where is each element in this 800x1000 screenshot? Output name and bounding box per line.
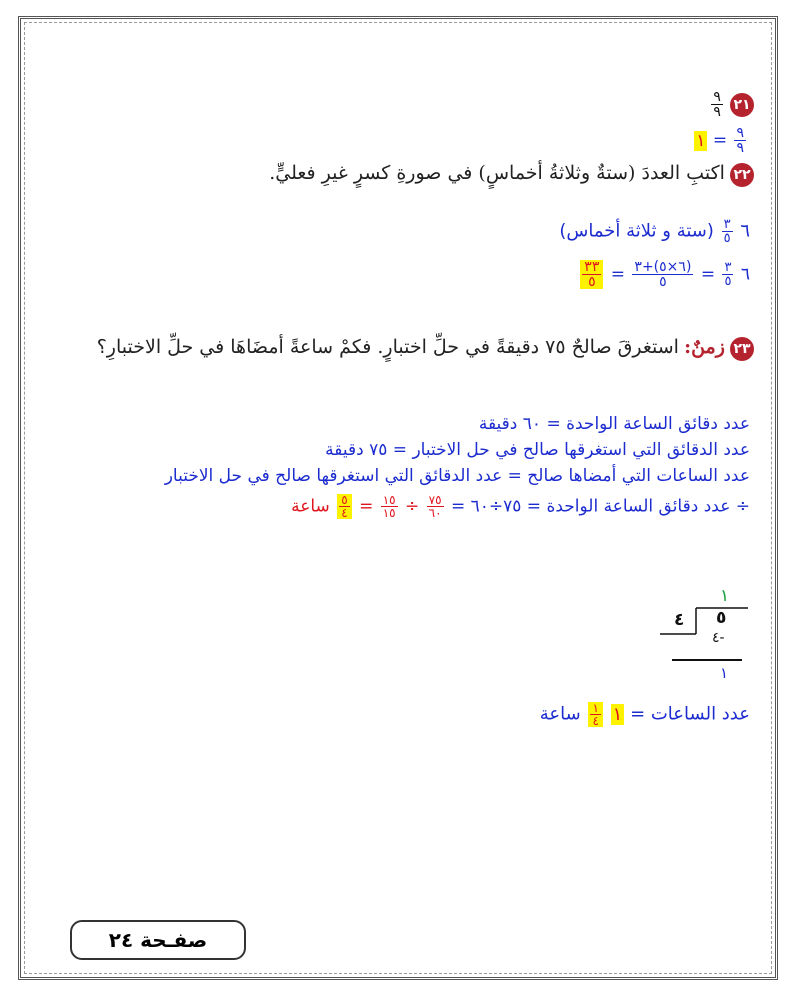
- q23-simplified-fraction: $\frac{٥}{٤}$: [337, 494, 351, 519]
- q21-number-badge: ٢١: [730, 93, 754, 117]
- q21-fraction: $\frac{٩}{٩}$: [713, 89, 721, 120]
- q23-line2: عدد الدقائق التي استغرقها صالح في حل الاختبار = ٧٥ دقيقة: [325, 440, 750, 460]
- q23-number-badge: ٢٣: [730, 337, 754, 361]
- q23-line3: عدد الساعات التي أمضاها صالح = عدد الدقائق التي استغرقها صالح في حل الاختبار: [164, 466, 750, 486]
- long-division-divisor: ٤: [674, 610, 685, 630]
- q22-answer-line1: ٦ $\frac{٣}{٥}$ (ستة و ثلاثة أخماس): [559, 217, 750, 246]
- page-number-box: [70, 920, 246, 960]
- q23-label: زمنٌ:: [684, 336, 725, 358]
- q23-line4: ÷ عدد دقائق الساعة الواحدة = ٧٥÷٦٠ = $\frac{٧٥}{٦٠}$ ÷ $\frac{١٥}{١٥}$ = $\frac{٥}{٤}$ ساعة: [291, 493, 750, 520]
- page-number-label: صفـحة ٢٤: [108, 928, 208, 952]
- q23-result-fraction: $\frac{١}{٤}$: [588, 702, 602, 727]
- q22-expression-fraction: $\frac{(٦\times ٥)+٣}{٥}$: [634, 259, 692, 290]
- q22-question: ٢٢ اكتبِ العددَ (ستةٌ وثلاثةُ أخماسٍ) في صورةِ كسرٍ غيرِ فعليٍّ.: [269, 162, 754, 187]
- q22-result-fraction: $\frac{٣٣}{٥}$: [580, 260, 603, 289]
- q21-answer-result: ١: [696, 130, 706, 151]
- q23-final-answer: عدد الساعات = ١ $\frac{١}{٤}$ ساعة: [539, 701, 750, 728]
- q21-row: [709, 90, 754, 119]
- q23-result-whole: ١: [612, 703, 623, 725]
- q22-number-badge: ٢٢: [730, 163, 754, 187]
- long-division-remainder: ١: [720, 664, 729, 682]
- long-division-lines: [660, 586, 750, 706]
- q22-answer-line2: ٦ $\frac{٣}{٥}$ = $\frac{(٦\times ٥)+٣}{٥}$ = $\frac{٣٣}{٥}$: [578, 260, 750, 289]
- q23-line1: عدد دقائق الساعة الواحدة = ٦٠ دقيقة: [478, 414, 750, 434]
- long-division-subtract: ٤-: [712, 630, 725, 646]
- long-division-quotient: ١: [720, 586, 730, 606]
- q21-answer-fraction: $\frac{٩}{٩}$: [736, 125, 744, 156]
- long-division-dividend: ٥: [716, 608, 727, 628]
- q21-answer: $\frac{٩}{٩}$ = ١: [696, 125, 744, 156]
- q23-question: ٢٣ زمنٌ: استغرقَ صالحٌ ٧٥ دقيقةً في حلِّ اختبارٍ. فكمْ ساعةً أمضَاهَا في حلِّ الاختبارِ؟: [97, 336, 754, 361]
- long-division: [660, 586, 750, 706]
